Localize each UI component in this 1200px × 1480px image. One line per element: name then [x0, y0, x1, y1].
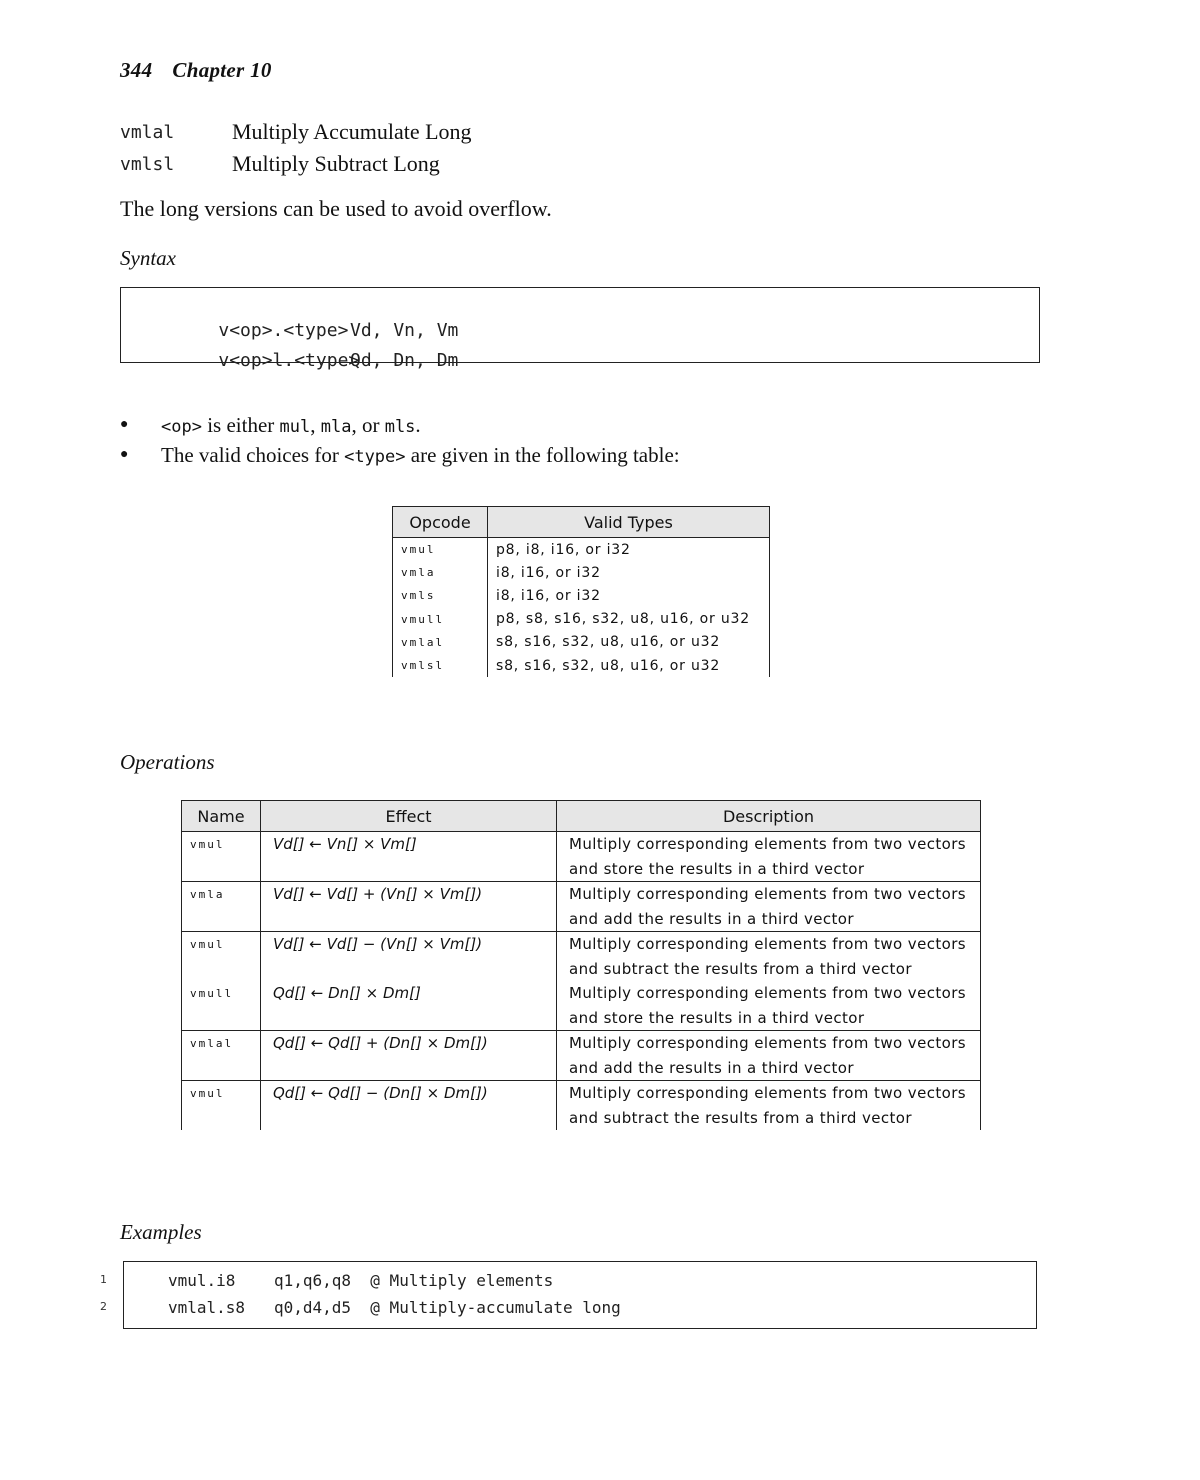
syntax-form: v<op>l.<type> [218, 350, 360, 371]
op-description-cell: Multiply corresponding elements from two vectors and store the results in a third vector [557, 832, 981, 882]
table-row [182, 981, 981, 1031]
types-cell: p8, s8, s16, s32, u8, u16, or u32 [488, 608, 770, 631]
bullet-icon: ● [120, 447, 129, 462]
op-name-cell: vmul [182, 1081, 261, 1131]
op-effect-cell: Vd[] ← Vn[] × Vm[] [261, 832, 557, 882]
opcode-cell: vmls [393, 584, 488, 607]
syntax-operands: Qd, Dn, Dm [350, 350, 459, 371]
table-row [182, 1031, 981, 1081]
table-row [393, 631, 770, 654]
opcode-cell: vmul [393, 538, 488, 562]
table-header: Description [557, 801, 981, 832]
opcode-cell: vmlal [393, 631, 488, 654]
table-row [182, 1081, 981, 1131]
line-number: 2 [100, 1300, 107, 1313]
table-row [182, 882, 981, 932]
types-cell: i8, i16, or i32 [488, 561, 770, 584]
table-row [393, 561, 770, 584]
syntax-heading: Syntax [120, 246, 176, 270]
definition-list [120, 116, 472, 180]
valid-types-table [392, 506, 770, 677]
table-header: Valid Types [488, 507, 770, 538]
definition-row [120, 148, 472, 180]
opcode-cell: vmull [393, 608, 488, 631]
page-header [120, 58, 272, 83]
definition-text: Multiply Subtract Long [232, 151, 440, 176]
bullet-text: The valid choices for <type> are given in the following table: [161, 442, 680, 467]
bullet-text: <op> is either mul, mla, or mls. [161, 412, 421, 437]
types-cell: s8, s16, s32, u8, u16, or u32 [488, 654, 770, 677]
operations-heading: Operations [120, 750, 215, 774]
table-row [393, 608, 770, 631]
definition-text: Multiply Accumulate Long [232, 119, 472, 144]
definition-code: vmlal [120, 121, 175, 143]
table-row [182, 832, 981, 882]
op-name-cell: vmull [182, 981, 261, 1031]
op-description-cell: Multiply corresponding elements from two vectors and store the results in a third vector [557, 981, 981, 1031]
table-header: Opcode [393, 507, 488, 538]
op-effect-cell: Vd[] ← Vd[] + (Vn[] × Vm[]) [261, 882, 557, 932]
types-cell: p8, i8, i16, or i32 [488, 538, 770, 562]
op-description-cell: Multiply corresponding elements from two vectors and subtract the results from a third vector [557, 932, 981, 982]
syntax-operands: Vd, Vn, Vm [350, 320, 459, 341]
operations-table [181, 800, 981, 1130]
table-row [393, 654, 770, 677]
table-row [182, 932, 981, 982]
table-row [393, 538, 770, 562]
example-code-line: vmlal.s8 q0,d4,d5 @ Multiply-accumulate long [168, 1298, 621, 1317]
example-code-line: vmul.i8 q1,q6,q8 @ Multiply elements [168, 1271, 554, 1290]
bullet-item [120, 440, 680, 470]
op-description-cell: Multiply corresponding elements from two vectors and subtract the results from a third vector [557, 1081, 981, 1131]
bullet-list [120, 410, 680, 470]
definition-code: vmlsl [120, 153, 175, 175]
examples-heading: Examples [120, 1220, 202, 1244]
op-name-cell: vmlal [182, 1031, 261, 1081]
op-effect-cell: Qd[] ← Qd[] + (Dn[] × Dm[]) [261, 1031, 557, 1081]
page-number: 344 [120, 58, 153, 82]
op-description-cell: Multiply corresponding elements from two vectors and add the results in a third vector [557, 1031, 981, 1081]
op-effect-cell: Qd[] ← Qd[] − (Dn[] × Dm[]) [261, 1081, 557, 1131]
types-cell: i8, i16, or i32 [488, 584, 770, 607]
op-description-cell: Multiply corresponding elements from two vectors and add the results in a third vector [557, 882, 981, 932]
examples-box [123, 1261, 1037, 1329]
chapter-title: Chapter 10 [172, 58, 272, 82]
line-number: 1 [100, 1273, 107, 1286]
syntax-box [120, 287, 1040, 371]
bullet-icon: ● [120, 417, 129, 432]
op-name-cell: vmla [182, 882, 261, 932]
op-effect-cell: Vd[] ← Vd[] − (Vn[] × Vm[]) [261, 932, 557, 982]
opcode-cell: vmlsl [393, 654, 488, 677]
intro-paragraph: The long versions can be used to avoid overflow. [120, 196, 552, 221]
definition-row [120, 116, 472, 148]
op-name-cell: vmul [182, 932, 261, 982]
table-header: Name [182, 801, 261, 832]
bullet-item [120, 410, 680, 440]
op-effect-cell: Qd[] ← Dn[] × Dm[] [261, 981, 557, 1031]
table-row [393, 584, 770, 607]
op-name-cell: vmul [182, 832, 261, 882]
table-header: Effect [261, 801, 557, 832]
types-cell: s8, s16, s32, u8, u16, or u32 [488, 631, 770, 654]
opcode-cell: vmla [393, 561, 488, 584]
syntax-form: v<op>.<type> [218, 320, 349, 341]
